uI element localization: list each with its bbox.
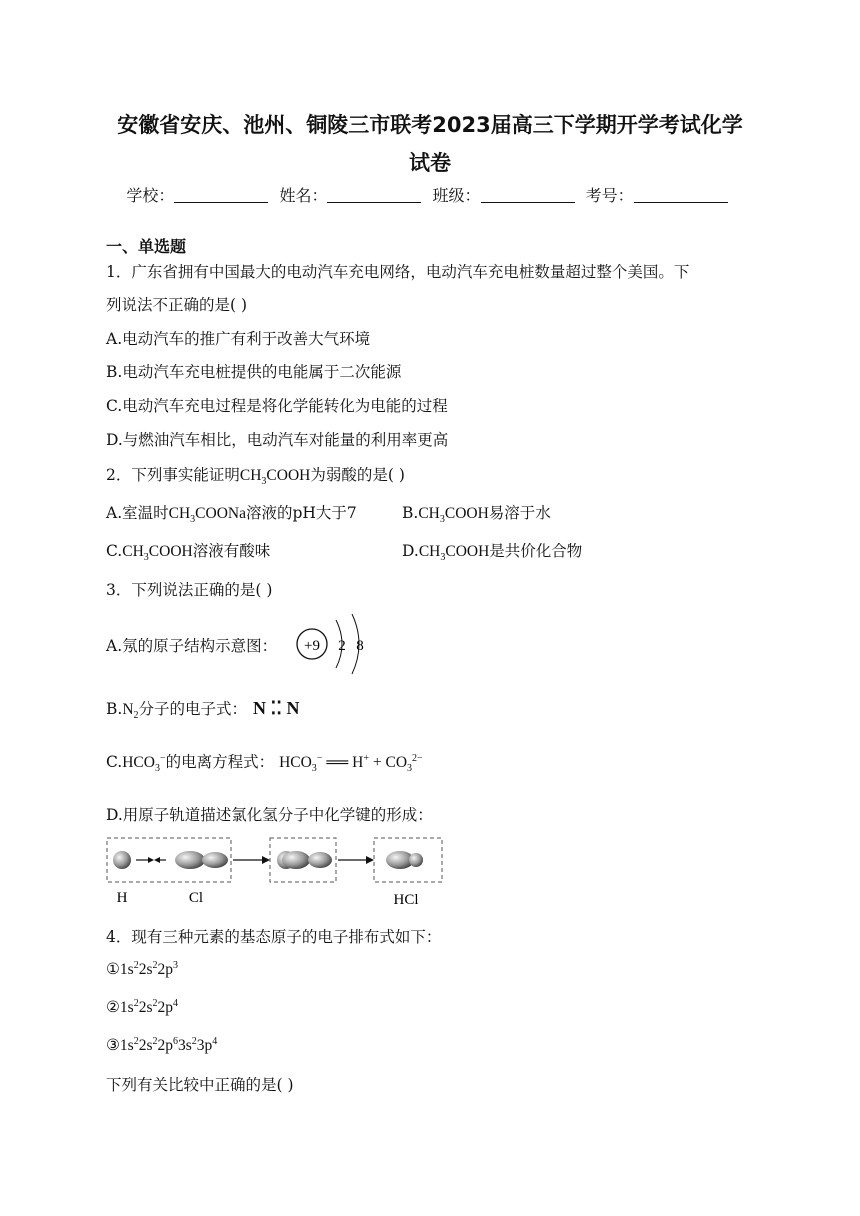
q2-option-c: $C.CH_3COOH$溶液有酸味 xyxy=(106,542,271,564)
q1-stem-1: 1．广东省拥有中国最大的电动汽车充电网络，电动汽车充电桩数量超过整个美国。下 xyxy=(106,263,690,281)
nucleus-charge: +9 xyxy=(304,638,320,654)
label-h: H xyxy=(116,890,128,906)
q2-option-d: $D.CH_3COOH$是共价化合物 xyxy=(402,542,583,564)
q2-stem: 2．下列事实能证明$CH_3COOH$为弱酸的是( ) xyxy=(106,466,405,488)
q1-option-d: D.与燃油汽车相比，电动汽车对能量的利用率更高 xyxy=(106,431,449,449)
q4-question: 下列有关比较中正确的是( ) xyxy=(106,1076,294,1094)
label-hcl: HCl xyxy=(393,892,419,908)
q1-option-b: B.电动汽车充电桩提供的电能属于二次能源 xyxy=(106,363,402,381)
school-label: 学校： xyxy=(126,186,175,205)
atomic-structure-diagram xyxy=(292,612,372,676)
q4-config-3: $③1s^22s^22p^63s^23p^4$ xyxy=(106,1036,218,1055)
name-label: 姓名： xyxy=(279,186,328,205)
q1-option-a: A.电动汽车的推广有利于改善大气环境 xyxy=(106,330,371,348)
q3-option-d: D.用原子轨道描述氯化氢分子中化学键的形成： xyxy=(106,806,433,824)
q3-option-a-label: A.氖的原子结构示意图： xyxy=(106,637,278,655)
name-blank[interactable] xyxy=(327,188,421,203)
orbital-overlap-diagram xyxy=(104,834,448,910)
class-blank[interactable] xyxy=(481,188,575,203)
q3-stem: 3．下列说法正确的是( ) xyxy=(106,581,273,599)
number-blank[interactable] xyxy=(634,188,728,203)
school-blank[interactable] xyxy=(174,188,268,203)
cl-orbital-lobe-2 xyxy=(202,852,228,868)
number-label: 考号： xyxy=(585,186,634,205)
shell-electrons-2: 8 xyxy=(356,638,364,654)
label-cl: Cl xyxy=(188,890,204,906)
section-heading: 一、单选题 xyxy=(106,237,187,256)
shell-electrons-1: 2 xyxy=(338,638,346,654)
q3-option-b: $B.N_2$分子的电子式： N ⁚⁚ N xyxy=(106,698,300,722)
class-label: 班级： xyxy=(432,186,481,205)
ionization-equation: $HCO_3^-$ ══ $H^+ + CO_3^{2-}$ xyxy=(279,752,423,775)
q2-option-a: A.室温时$CH_3COONa$溶液的pH大于7 xyxy=(106,504,357,526)
n2-electron-formula: N ⁚⁚ N xyxy=(253,698,300,718)
q4-config-1: $①1s^22s^22p^3$ xyxy=(106,960,178,979)
q1-option-c: C.电动汽车充电过程是将化学能转化为电能的过程 xyxy=(106,397,448,415)
q4-config-2: $②1s^22s^22p^4$ xyxy=(106,998,178,1017)
title-line-2: 试卷 xyxy=(409,151,451,175)
exam-title xyxy=(90,106,770,182)
h-orbital xyxy=(113,851,131,869)
q2-option-b: $B.CH_3COOH$易溶于水 xyxy=(402,504,551,526)
student-info-row xyxy=(0,183,860,206)
q4-stem: 4．现有三种元素的基态原子的电子排布式如下： xyxy=(106,928,442,946)
cl-orbital-lobe-1 xyxy=(175,851,205,869)
q1-stem-2: 列说法不正确的是( ) xyxy=(106,296,248,314)
q3-option-c: $C.HCO_3^-$的电离方程式： $HCO_3^-$ ══ $H^+ + CO_3^{2-}$ xyxy=(106,752,423,775)
acetic-acid-formula: $CH_3COOH$ xyxy=(239,467,311,488)
title-line-1: 安徽省安庆、池州、铜陵三市联考2023届高三下学期开学考试化学 xyxy=(117,113,743,137)
